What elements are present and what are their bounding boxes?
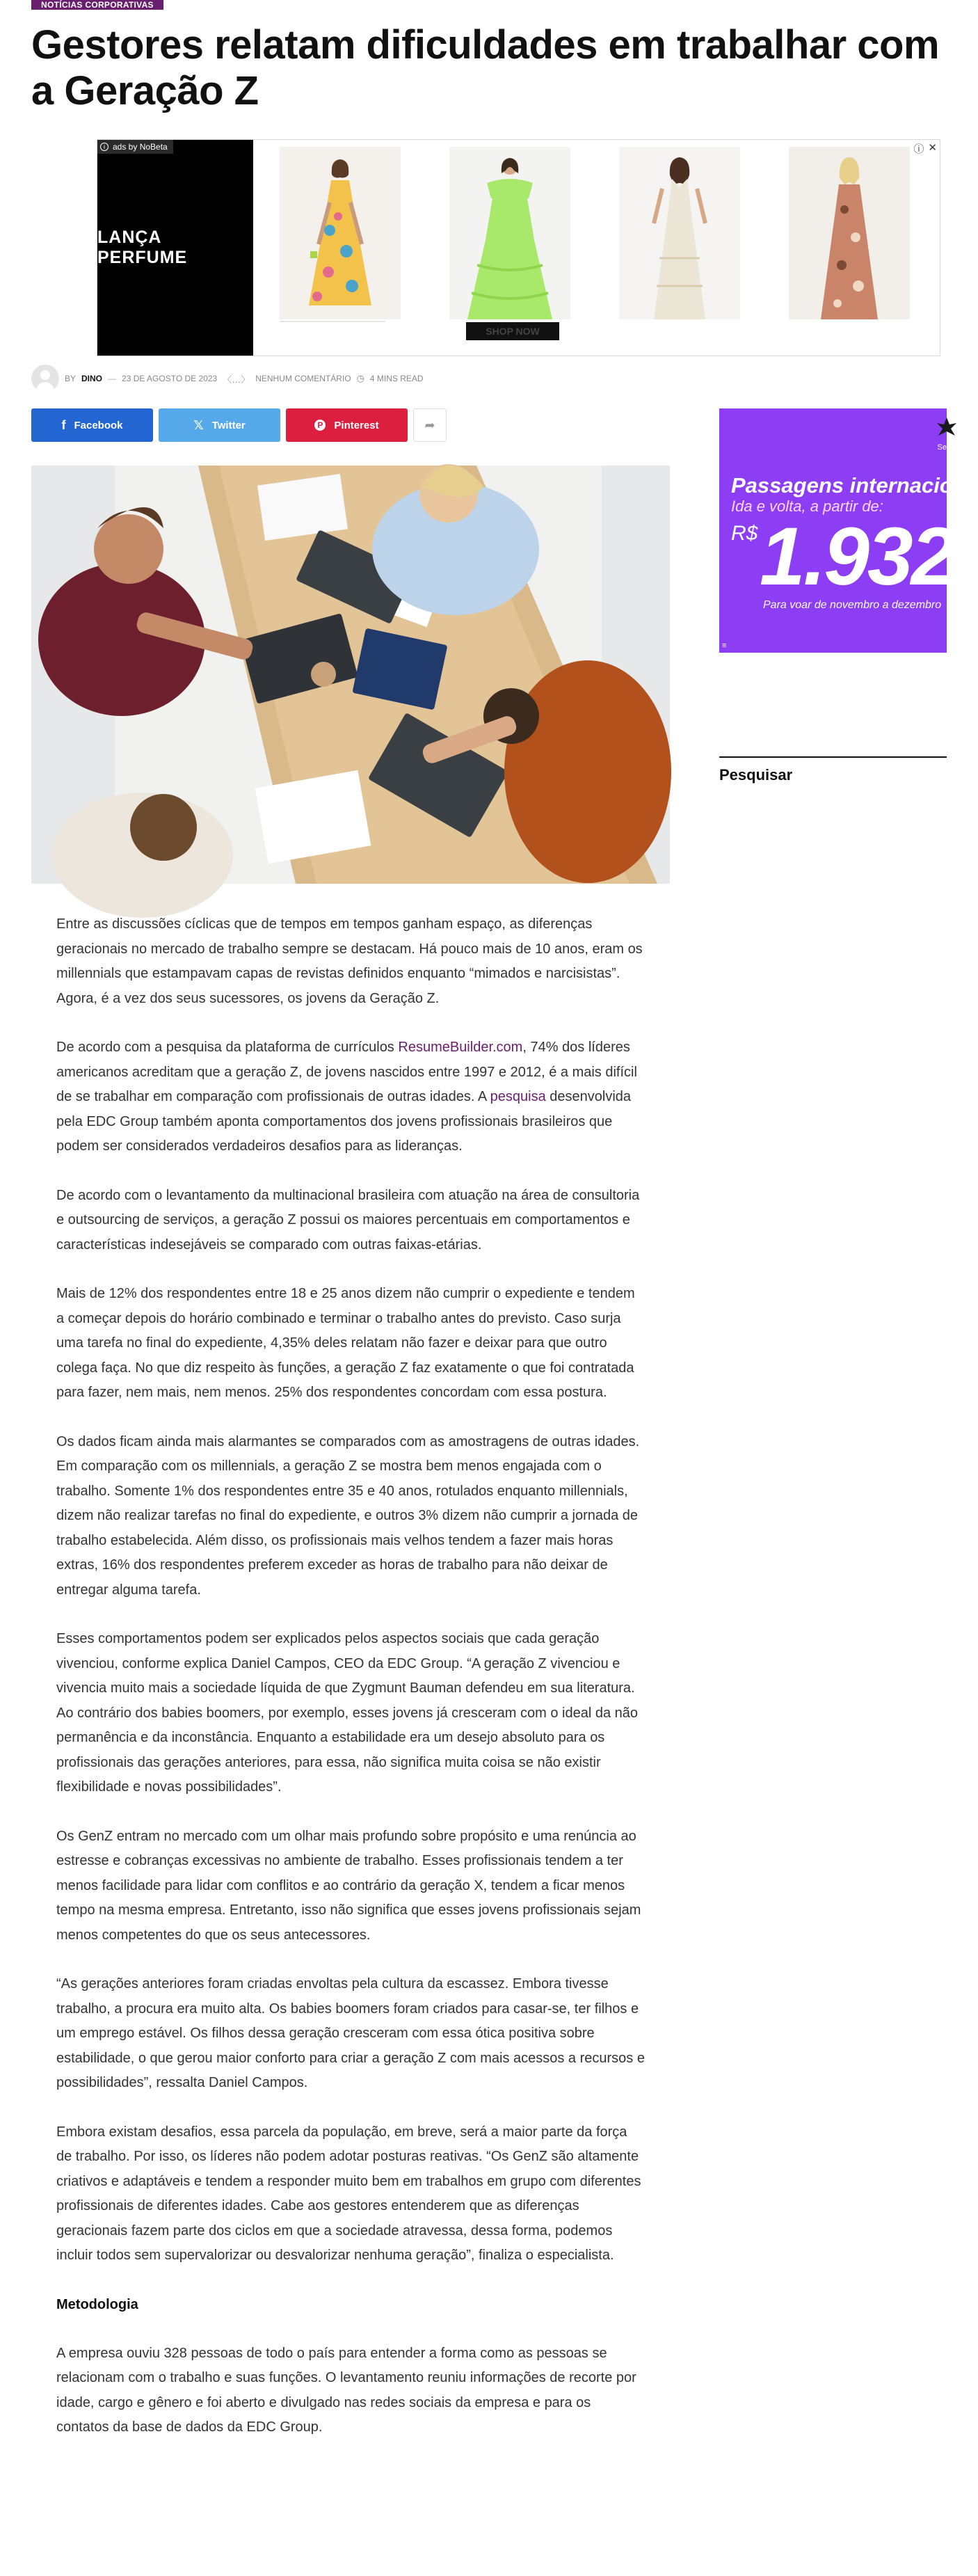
clock-icon: ◷ <box>356 373 364 383</box>
ad-info-icon[interactable]: ⓘ <box>913 143 924 155</box>
ad-divider <box>280 321 385 322</box>
article-paragraph: A empresa ouviu 328 pessoas de todo o país para entender a forma como as pessoas se relacionam com o trabalho e suas funções. O levantamento reuniu informações de recorte por idade, cargo e gênero e foi aberto e divulgado nas redes sociais da empresa e para os contatos da base de dados da EDC Group. <box>56 2345 636 2435</box>
ad-label[interactable] <box>97 140 173 154</box>
article-paragraph: Entre as discussões cíclicas que de tempos em tempos ganham espaço, as diferenças geracionais no mercado de trabalho sempre se destacam. Há pouco mais de 10 anos, eram os millennials que estampavam capas de revistas definidos enquanto “mimados e narcisistas”. Agora, é a vez dos seus sucessores, os jovens da Geração Z. <box>56 916 643 1006</box>
office-team-photo <box>31 466 670 884</box>
ad-logo-text: Se <box>937 443 947 452</box>
meta-by: BY <box>65 374 77 383</box>
share-facebook-button[interactable] <box>31 408 153 442</box>
article-paragraph: Embora existam desafios, essa parcela da população, em breve, será a maior parte da força de trabalho. Por isso, os líderes não podem adotar posturas reativas. “Os GenZ são altamente criativos e adaptáveis e tendem a responder muito bem em trabalhos em grupo com diferentes profissionais de diferentes idades. Cabe aos gestores entenderem que as diferenças geracionais fazem parte dos ciclos em que a sociedade atravessa, dessa forma, podemos incluir todos sem supervalorizar ou desvalorizar nenhuma geração”, finaliza o especialista. <box>56 2124 641 2263</box>
ad-product-floral-maxi-dress[interactable] <box>280 147 401 319</box>
meta-read-time: 4 MINS READ <box>369 374 424 383</box>
share-twitter-label: Twitter <box>211 419 246 431</box>
share-pinterest-label: Pinterest <box>334 419 379 431</box>
ad-product-green-ruffle-dress[interactable] <box>449 147 570 319</box>
dress-model-image <box>449 147 570 319</box>
article-meta <box>31 365 424 392</box>
meta-comments[interactable]: NENHUM COMENTÁRIO <box>255 374 351 383</box>
article-headline: Gestores relatam dificuldades em trabalhar com a Geração Z <box>31 22 940 113</box>
ad-shop-now-button[interactable]: SHOP NOW <box>466 322 559 340</box>
meta-author[interactable]: DINO <box>81 374 103 383</box>
share-buttons <box>31 408 447 442</box>
author-avatar[interactable] <box>31 365 59 392</box>
article-paragraph: Os dados ficam ainda mais alarmantes se comparados com as amostragens de outras idades. Em comparação com os millennials, a geração Z se mostra bem menos engajada com o trabalho. Somente 1% dos respondentes entre 35 e 40 anos, rotulados enquanto millennials, dizem não realizar tarefas no final do expediente, e outros 3% dizem não cumprir a jornada de trabalho estabelecida. Além disso, os profissionais mais velhos tendem a fazer mais horas extras, 16% dos respondentes preferem exceder as horas de trabalho para não deixar de entregar alguma tarefa. <box>56 1433 640 1598</box>
ad-label-text: ads by NoBeta <box>113 142 168 152</box>
ad-subline: Ida e volta, a partir de: <box>731 498 883 515</box>
pesquisa-link[interactable]: pesquisa <box>490 1089 546 1104</box>
ad-brand-name: LANÇA PERFUME <box>97 228 188 267</box>
article-paragraph: Esses comportamentos podem ser explicados pelos aspectos sociais que cada geração vivenciou, conforme explica Daniel Campos, CEO da EDC Group. “A geração Z vivenciou e vivencia muito mais a sociedade líquida de que Zygmunt Bauman defendeu em sua literatura. Ao contrário dos babies boomers, por exemplo, esses jovens já cresceram com o ideal da não permanência e da inconstância. Enquanto a estabilidade era um desejo absoluto para os profissionais das gerações anteriores, para essa, não significa muita coisa se não existir flexibilidade e novas possibilidades”. <box>56 1631 638 1795</box>
ad-headline: Passagens internaciona <box>731 473 978 498</box>
x-twitter-icon: 𝕏 <box>193 418 204 432</box>
ad-menu-icon[interactable]: ≡ <box>722 642 727 650</box>
meta-date: 23 DE AGOSTO DE 2023 <box>122 374 218 383</box>
meta-separator: — <box>108 374 117 383</box>
category-badge[interactable]: NOTÍCIAS CORPORATIVAS <box>31 0 163 10</box>
sidebar-ad[interactable] <box>719 408 978 653</box>
dress-model-image <box>619 147 740 319</box>
facebook-icon: f <box>61 418 66 432</box>
article-paragraph: De acordo com o levantamento da multinacional brasileira com atuação na área de consultoria e outsourcing de serviços, a geração Z possui os maiores percentuais em comportamentos e características indesejáveis se comparado com outras faixas-etárias. <box>56 1187 640 1253</box>
info-icon: i <box>100 143 109 151</box>
share-arrow-icon: ➦ <box>424 418 435 432</box>
sidebar-search-title: Pesquisar <box>719 766 793 784</box>
ad-product-white-halter-dress[interactable] <box>619 147 740 319</box>
dress-model-image <box>789 147 910 319</box>
ad-banner[interactable] <box>97 139 940 356</box>
ad-controls <box>913 141 937 156</box>
article-paragraph: “As gerações anteriores foram criadas envoltas pela cultura da escassez. Embora tivesse trabalho, a procura era muito alta. Os babies boomers foram criados para casar-se, ter filhos e um emprego estável. Os filhos dessa geração cresceram com essa ótica positiva sobre estabilidade, o que gerou maior conforto para criar a geração Z com mais acessos a recursos e possibilidades”, ressalta Daniel Campos. <box>56 1976 645 2090</box>
ad-close-icon[interactable]: ✕ <box>928 142 937 154</box>
comment-icon: 〈…〉 <box>223 374 250 385</box>
dress-model-image <box>280 147 401 319</box>
pinterest-icon: P <box>314 420 326 431</box>
share-facebook-label: Facebook <box>74 419 123 431</box>
article-hero-image <box>31 466 670 884</box>
airline-logo-icon <box>933 415 961 443</box>
article-paragraph: Mais de 12% dos respondentes entre 18 e 25 anos dizem não cumprir o expediente e tendem a começar depois do horário combinado e terminar o trabalho antes do previsto. Caso surja uma tarefa no final do expediente, 4,35% deles relatam não fazer e deixar para que outro colega faça. No que diz respeito às funções, a geração Z faz exatamente o que foi contratada para fazer, nem mais, nem menos. 25% dos respondentes concordam com essa postura. <box>56 1286 635 1400</box>
resumebuilder-link[interactable]: ResumeBuilder.com <box>398 1040 523 1055</box>
section-heading-metodologia: Metodologia <box>56 2296 138 2312</box>
sidebar-divider <box>719 756 947 758</box>
share-twitter-button[interactable] <box>159 408 280 442</box>
ad-note: Para voar de novembro a dezembro <box>763 599 942 611</box>
share-pinterest-button[interactable] <box>286 408 408 442</box>
ad-price: 1.932 <box>760 511 955 603</box>
ad-product-floral-slip-dress[interactable] <box>789 147 910 319</box>
ad-currency: R$ <box>731 522 758 545</box>
article-paragraph: De acordo com a pesquisa da plataforma de currículos ResumeBuilder.com, 74% dos líderes americanos acreditam que a geração Z, de jovens nascidos entre 1997 e 2012, é a mais difícil de se trabalhar em comparação com profissionais de outras idades. A pesquisa desenvolvida pela EDC Group também aponta comportamentos dos jovens profissionais brasileiros que podem ser considerados verdadeiros desafios para as lideranças. <box>56 1040 637 1154</box>
share-more-button[interactable] <box>413 408 447 442</box>
article-paragraph: Os GenZ entram no mercado com um olhar mais profundo sobre propósito e uma renúncia ao estresse e cobranças excessivas no ambiente de trabalho. Esses profissionais tendem a ter menos facilidade para lidar com conflitos e ao contrário da geração X, tendem a ficar menos tempo na mesma empresa. Entretanto, isso não significa que esses jovens profissionais sejam menos competentes do que os seus antecessores. <box>56 1828 641 1943</box>
article-body <box>56 912 645 2465</box>
ad-brand-panel[interactable] <box>97 140 253 356</box>
